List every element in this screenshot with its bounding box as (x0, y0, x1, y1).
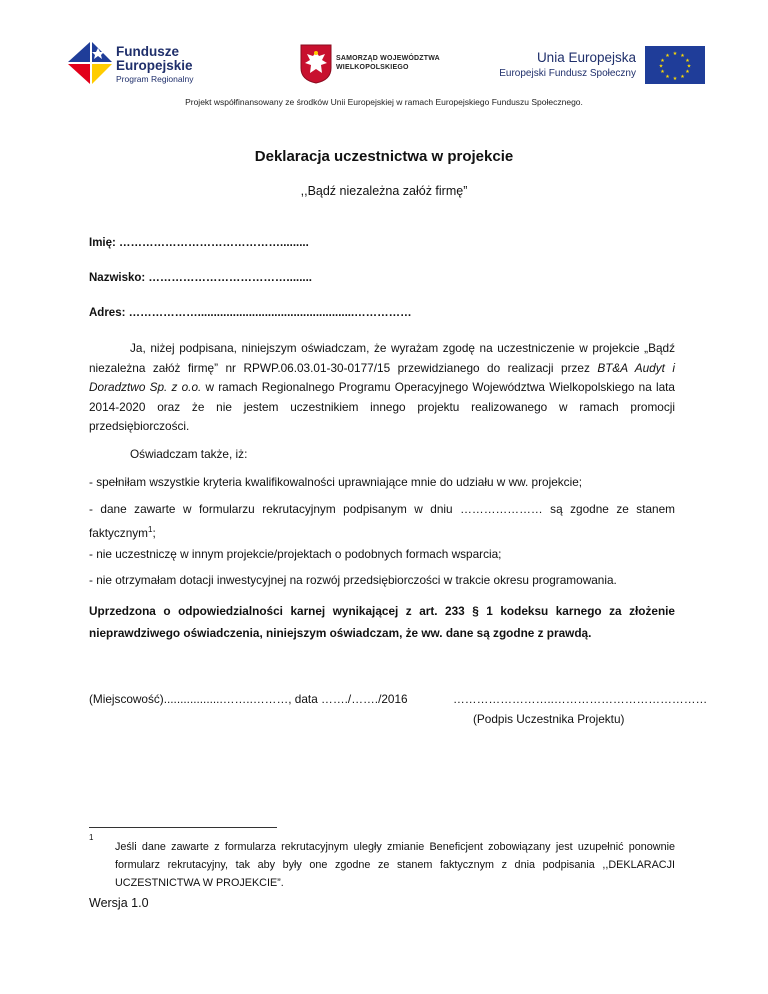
unia-europejska-label (499, 50, 636, 79)
svg-text:★: ★ (686, 63, 692, 70)
fe-line1: Fundusze (116, 44, 179, 59)
svg-text:★: ★ (658, 63, 664, 70)
eagle-coat-of-arms-icon (300, 44, 332, 84)
document-title: Deklaracja uczestnictwa w projekcie (254, 148, 514, 165)
signature-caption: (Podpis Uczestnika Projektu) (473, 712, 625, 726)
footnote-reference: 1 (148, 524, 153, 534)
svg-text:★: ★ (660, 58, 665, 64)
document-version: Wersja 1.0 (89, 896, 149, 910)
wlkp-line1: SAMORZĄD WOJEWÓDZTWA (336, 55, 440, 62)
eu-flag-icon (645, 46, 705, 84)
fe-stars-icon (68, 42, 112, 84)
declaration-item-2-text: - dane zawarte w formularzu rekrutacyjnym podpisanym w dniu ………………… są zgodne ze stanem faktycznym (89, 502, 675, 540)
surname-field: Nazwisko: ………………………………........ (89, 272, 312, 284)
consent-text-b: w ramach Regionalnego Programu Operacyjnego Województwa Wielkopolskiego na lata 2014-2020 oraz że nie jestem uczestnikiem innego projektu realizowanego w ramach promocji przedsiębiorczości. (89, 380, 675, 433)
ue-title: Unia Europejska (536, 50, 636, 65)
fundusze-europejskie-logo (68, 42, 208, 84)
declaration-item-2 (89, 500, 675, 543)
footnote-divider (89, 827, 277, 828)
signature-line: ……………………..………………………………… (453, 692, 708, 706)
svg-text:★: ★ (672, 51, 678, 57)
address-field: Adres: ……………….................................................…………… (89, 307, 412, 319)
footnote-text: Jeśli dane zawarte z formularza rekrutacyjnym uległy zmianie Beneficjent zobowiązany jest uzupełnić ponownie formularz rekrutacyjny, tak aby były one zgodne ze stanem faktycznym z dnia podpisania ,,DEKLARACJI UCZESTNICTWA W PROJEKCIE”. (115, 841, 675, 889)
wlkp-line2: WIELKOPOLSKIEGO (336, 64, 409, 71)
svg-text:★: ★ (680, 53, 685, 59)
declaration-item-4: - nie otrzymałam dotacji inwestycyjnej na rozwój przedsiębiorczości w trakcie okresu programowania. (89, 573, 617, 587)
svg-text:★: ★ (685, 69, 690, 75)
svg-text:★: ★ (672, 76, 678, 82)
declaration-item-2-end: ; (152, 525, 156, 540)
project-name: ,,Bądź niezależna załóż firmę” (300, 184, 468, 198)
consent-paragraph (89, 339, 675, 437)
declaration-item-1: - spełniłam wszystkie kryteria kwalifikowalności uprawniające mnie do udziału w ww. projekcie; (89, 475, 583, 489)
declaration-intro: Oświadczam także, iż: (130, 447, 248, 461)
consent-text-a: Ja, niżej podpisana, niniejszym oświadczam, że wyrażam zgodę na uczestniczenie w projekcie „Bądź niezależna załóż firmę” nr RPWP.06.03.01-30-0177/15 przewidzianego do realizacji przez (89, 341, 675, 375)
svg-text:★: ★ (665, 53, 670, 59)
declaration-item-3: - nie uczestniczę w innym projekcie/projektach o podobnych formach wsparcia; (89, 547, 502, 561)
fe-line2: Europejskie (116, 58, 193, 73)
fe-line3: Program Regionalny (116, 74, 194, 84)
svg-text:★: ★ (680, 74, 685, 80)
name-field: Imię: ……………………………………......... (89, 237, 309, 249)
ue-subtitle: Europejski Fundusz Społeczny (499, 68, 636, 79)
criminal-liability-statement: Uprzedzona o odpowiedzialności karnej wynikającej z art. 233 § 1 kodeksu karnego za złożenie nieprawdziwego oświadczenia, niniejszym oświadczam, że ww. dane są zgodne z prawdą. (89, 604, 675, 640)
place-date-line: (Miejscowość)..................……..………, data ……./……./2016 (89, 692, 408, 706)
footnote-number: 1 (89, 833, 94, 842)
wielkopolska-logo (300, 44, 450, 84)
svg-text:★: ★ (660, 69, 665, 75)
company-name: BT&A Audyt i Doradztwo Sp. z o.o. (89, 360, 675, 394)
svg-text:★: ★ (685, 58, 690, 64)
project-cofinancing-note: Projekt współfinansowany ze środków Unii Europejskiej w ramach Europejskiego Funduszu Społecznego. (185, 97, 583, 107)
svg-text:★: ★ (665, 74, 670, 80)
